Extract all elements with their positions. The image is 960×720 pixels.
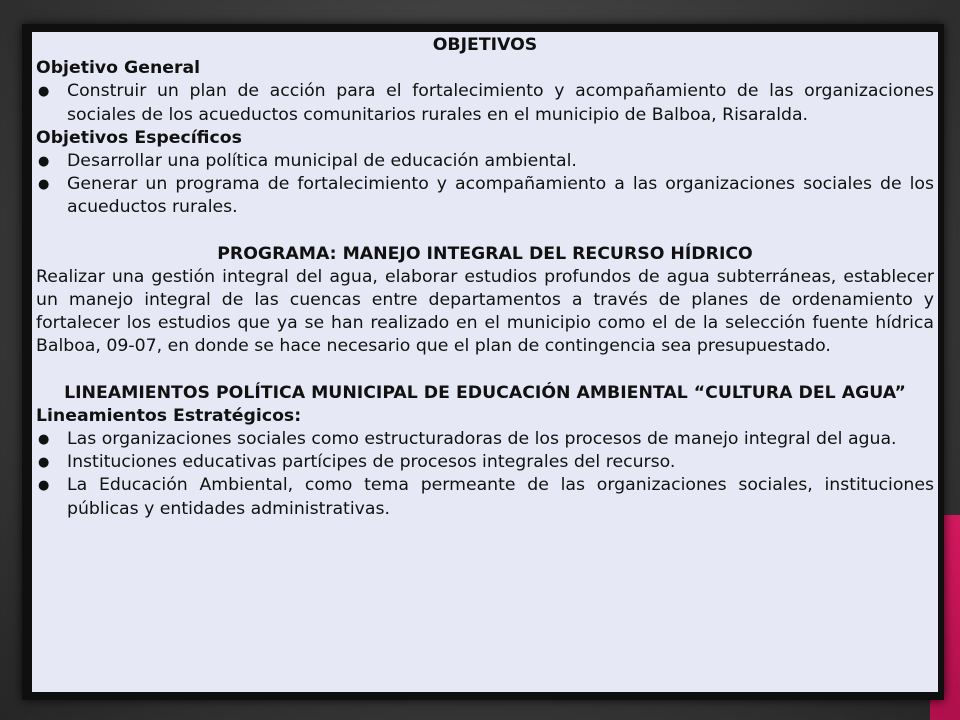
bullet-icon: ● (38, 177, 50, 193)
objetivos-especificos-heading: Objetivos Específicos (36, 127, 242, 148)
list-item-text: Instituciones educativas partícipes de procesos integrales del recurso. (67, 452, 676, 473)
programa-body: Realizar una gestión integral del agua, elaborar estudios profundos de agua subterráneas, establecer un manejo integral de las cuencas entre departamentos a través de planes de ordenamiento y fortalecer los estudios que ya se han realizado en el municipio como el de la selección fuente hídrica Balboa, 09-07, en donde se hace necesario que el plan de contingencia sea presupuestado. (36, 266, 934, 357)
bullet-icon: ● (38, 455, 50, 471)
list-item (36, 451, 934, 474)
bullet-icon: ● (38, 84, 50, 100)
lineamientos-list (36, 428, 934, 521)
spacer (36, 220, 934, 243)
objetivo-general-list (36, 80, 934, 126)
programa-title: PROGRAMA: MANEJO INTEGRAL DEL RECURSO HÍDRICO (217, 243, 753, 264)
lineamientos-heading: Lineamientos Estratégicos: (36, 405, 302, 426)
spacer (36, 359, 934, 382)
list-item (36, 474, 934, 520)
list-item-text: Construir un plan de acción para el fortalecimiento y acompañamiento de las organizaciones sociales de los acueductos comunitarios rurales en el municipio de Balboa, Risaralda. (67, 81, 934, 125)
objetivos-especificos-list (36, 150, 934, 220)
slide-content (32, 32, 938, 692)
objetivo-general-heading: Objetivo General (36, 58, 201, 79)
list-item (36, 150, 934, 173)
lineamientos-title: LINEAMIENTOS POLÍTICA MUNICIPAL DE EDUCACIÓN AMBIENTAL “CULTURA DEL AGUA” (64, 382, 906, 403)
list-item-text: Desarrollar una política municipal de educación ambiental. (67, 151, 577, 172)
list-item (36, 80, 934, 126)
list-item (36, 173, 934, 219)
list-item (36, 428, 934, 451)
list-item-text: Las organizaciones sociales como estructuradoras de los procesos de manejo integral del agua. (67, 429, 897, 450)
list-item-text: La Educación Ambiental, como tema permeante de las organizaciones sociales, instituciones públicas y entidades administrativas. (67, 475, 934, 519)
bullet-icon: ● (38, 432, 50, 448)
objetivos-title: OBJETIVOS (432, 35, 538, 55)
bullet-icon: ● (38, 478, 50, 494)
bullet-icon: ● (38, 154, 50, 170)
list-item-text: Generar un programa de fortalecimiento y acompañamiento a las organizaciones sociales de los acueductos rurales. (67, 174, 934, 218)
